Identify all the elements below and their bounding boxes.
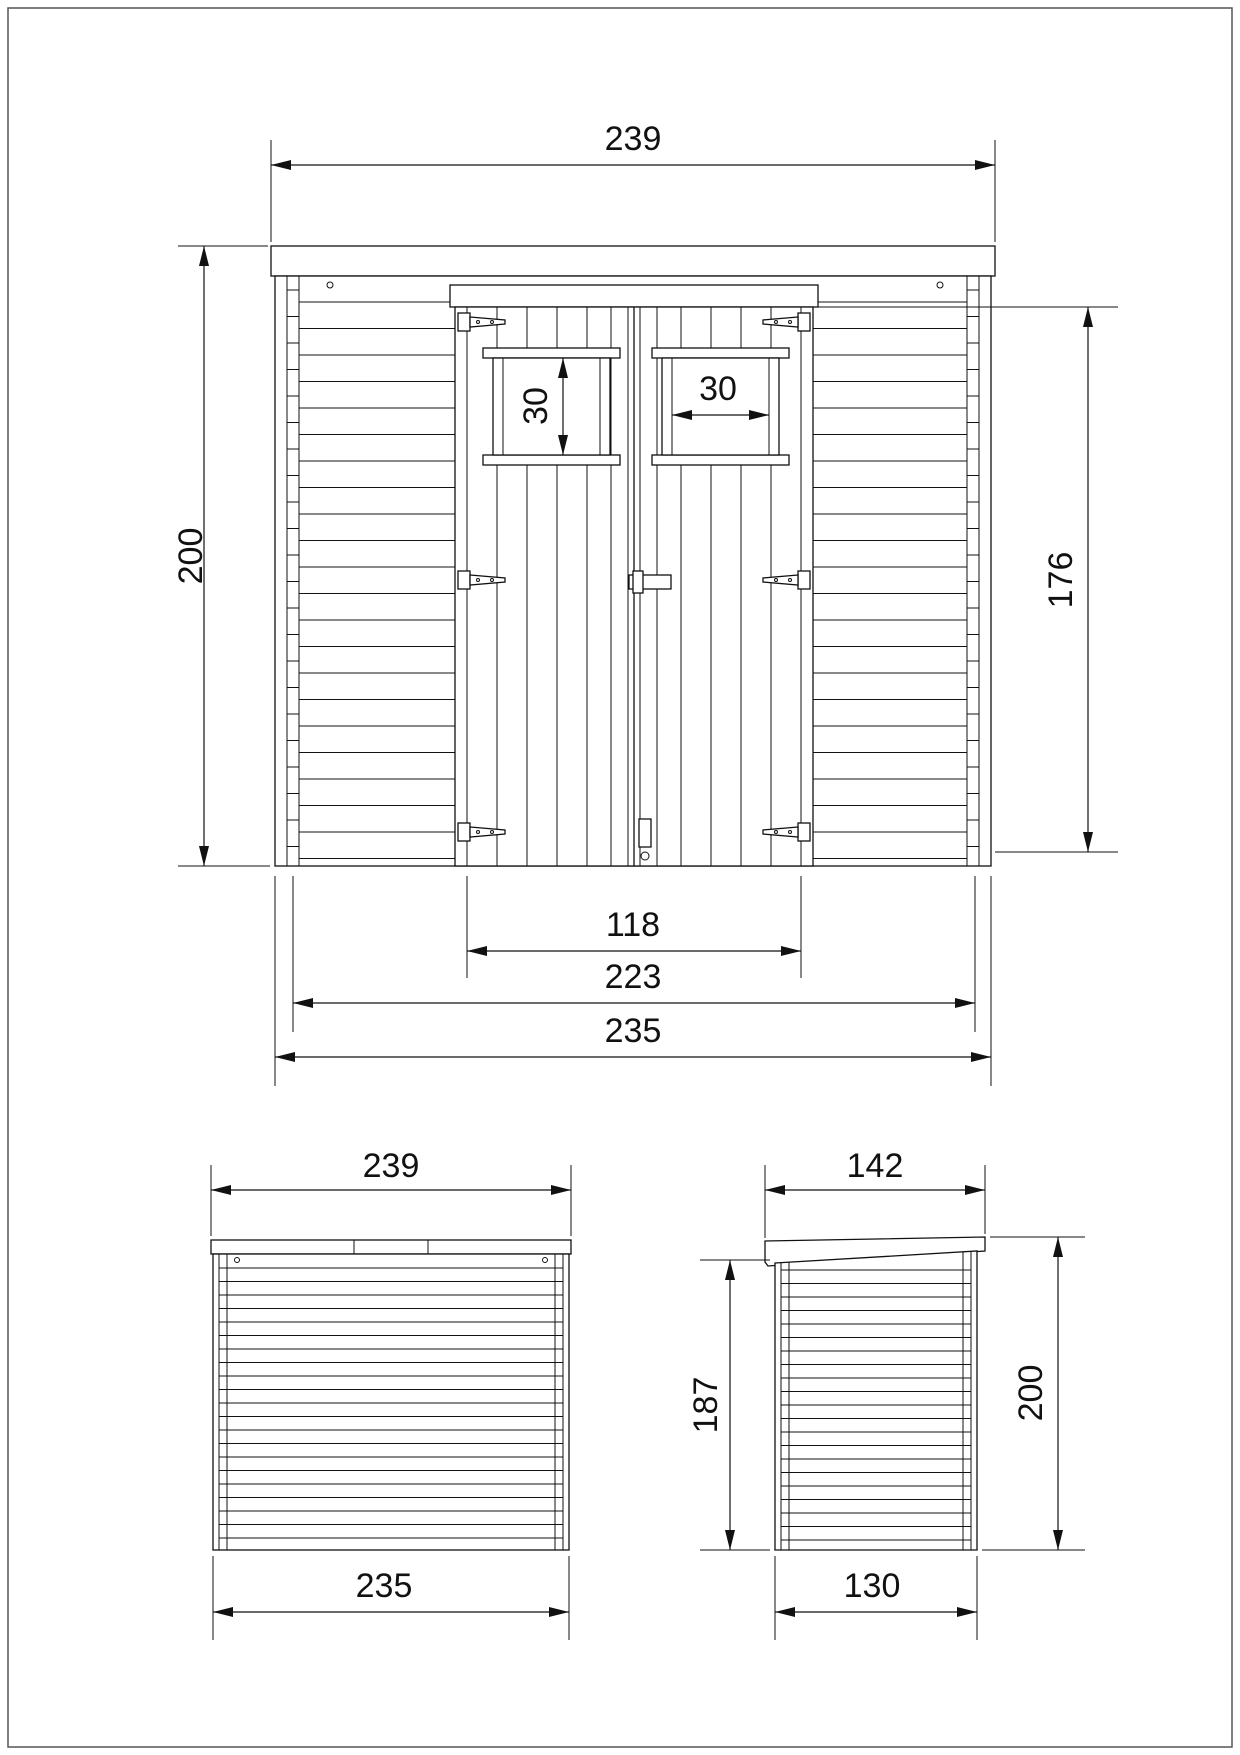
front-height-label: 200: [172, 527, 210, 585]
rear-roof: [211, 1240, 571, 1254]
front-roof: [271, 246, 995, 276]
window-height-label: 30: [517, 387, 555, 425]
rear-base-width-label: 235: [355, 1567, 413, 1605]
window-width-label: 30: [699, 370, 737, 408]
front-view: [271, 246, 995, 866]
rear-wall: [213, 1254, 569, 1550]
side-boards: [781, 1270, 971, 1540]
door-width-label: 118: [605, 906, 661, 944]
door-header: [450, 285, 818, 307]
front-roof-width-label: 239: [604, 120, 662, 158]
rear-boards: [219, 1268, 563, 1538]
inner-width-label: 223: [604, 958, 662, 996]
side-roof-depth-label: 142: [846, 1147, 904, 1185]
side-view: [765, 1237, 985, 1550]
side-wall: [775, 1251, 977, 1550]
rear-roof-width-label: 239: [362, 1147, 420, 1185]
side-high-height-label: 200: [1012, 1364, 1050, 1422]
side-low-height-label: 187: [687, 1376, 725, 1434]
rear-view: [211, 1240, 571, 1550]
door-height-label: 176: [1042, 551, 1080, 609]
side-base-depth-label: 130: [843, 1567, 901, 1605]
base-width-label: 235: [604, 1012, 662, 1050]
